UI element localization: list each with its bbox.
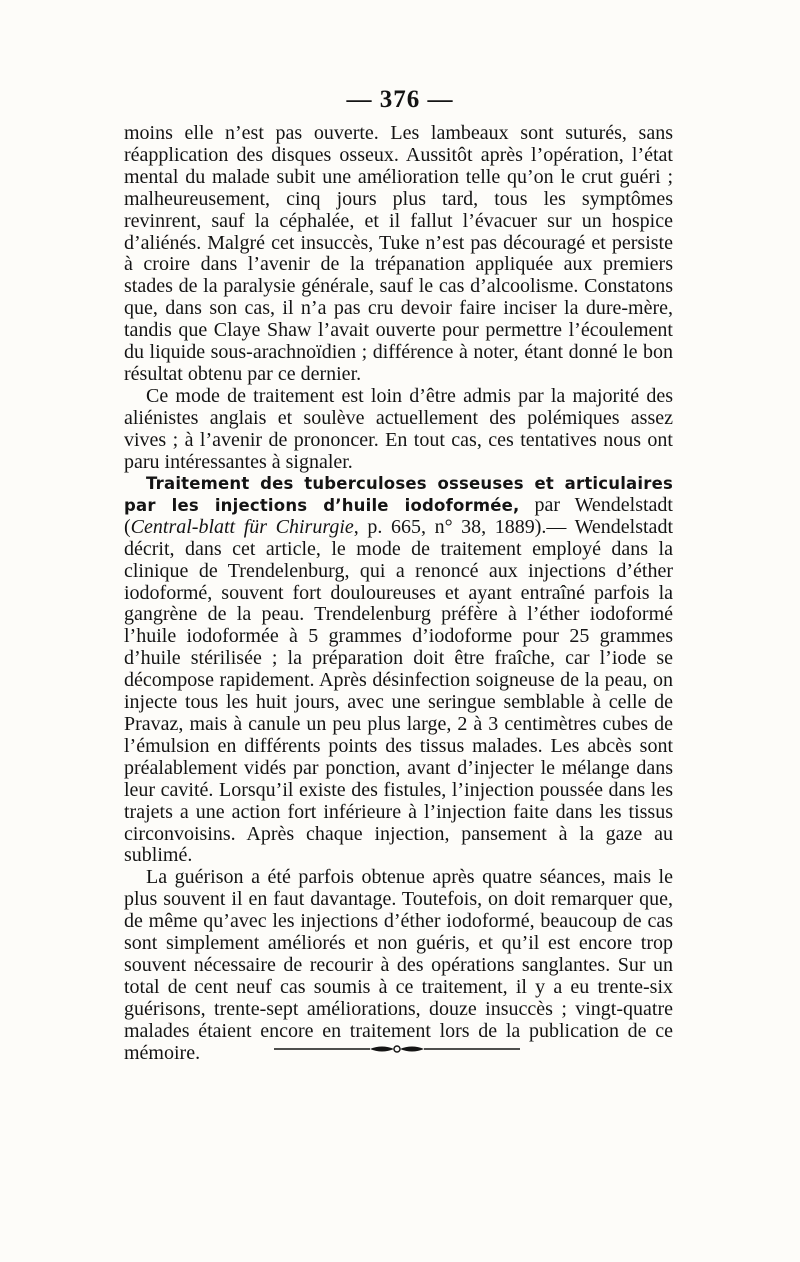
results-paragraph: La guérison a été parfois obtenue après quatre séances, mais le plus souvent il en faut davantage. Toutefois, on doit remarquer que, de même qu’avec les injections d’éther iodoformé, beaucoup de cas sont simplement améliorés et non guéris, et qu’il est encore trop souvent nécessaire de recourir à des opérations sanglantes. Sur un total de cent neuf cas soumis à ce traitement, il y a eu trente-six guérisons, trente-sept améliorations, douze insuccès ; vingt-quatre malades étaient encore en traitement lors de la publication de ce mémoire. xyxy=(124,866,673,1064)
ornamental-rule xyxy=(274,1042,520,1056)
ornament-icon xyxy=(274,1042,520,1056)
tuberculosis-section xyxy=(124,473,673,1064)
journal-citation: , p. 665, n° 38, 1889). xyxy=(353,515,547,538)
paragraph-continuation: moins elle n’est pas ouverte. Les lambeaux sont suturés, sans réapplication des disques osseux. Aussitôt après l’opération, l’état mental du malade subit une amélioration telle qu’on le crut guéri ; malheureusement, cinq jours plus tard, tous les symptômes revinrent, sauf la céphalée, et il fallut l’évacuer sur un hospice d’aliénés. Malgré cet insuccès, Tuke n’est pas découragé et persiste à croire dans l’avenir de la trépanation appliquée aux premiers stades de la paralysie générale, sauf le cas d’alcoolisme. Constatons que, dans son cas, il n’a pas cru devoir faire inciser la dure-mère, tandis que Claye Shaw l’avait ouverte pour permettre l’écoulement du liquide sous-arachnoïdien ; différence à noter, étant donné le bon résultat obtenu par ce dernier. xyxy=(124,122,673,385)
article-body: — Wendelstadt décrit, dans cet article, le mode de traitement employé dans la clinique de Trendelenburg, qui a renoncé aux injections d’éther iodoformé, souvent fort douloureuses et ayant entraîné parfois la gangrène de la peau. Trendelenburg préfère à l’éther iodoformé l’huile iodoformée à 5 grammes d’iodoforme pour 25 grammes d’huile stérilisée ; la préparation doit être fraîche, car l’iode se décompose rapidement. Après désinfection soigneuse de la peau, on injecte tous les huit jours, avec une seringue semblable à celle de Pravaz, mais à canule un peu plus large, 2 à 3 centimètres cubes de l’émulsion en différents points des tissus malades. Les abcès sont préalablement vidés par ponction, avant d’injecter le mélange dans leur cavité. Lorsqu’il existe des fistules, l’injection poussée dans les trajets a une action fort inférieure à l’injection faite dans les tissus circonvoisins. Après chaque injection, pansement à la gaze au sublimé. xyxy=(124,515,673,867)
paragraph-conclusion: Ce mode de traitement est loin d’être admis par la majorité des aliénistes anglais et soulève actuellement des polémiques assez vives ; à l’avenir de prononcer. En tout cas, ces tentatives nous ont paru intéressantes à signaler. xyxy=(124,384,673,473)
article-author: par Wendelstadt ( xyxy=(124,493,673,538)
article-paragraph xyxy=(124,473,673,867)
page-number: — 376 — xyxy=(346,86,454,113)
journal-title: Central-blatt für Chirurgie xyxy=(130,515,354,538)
article-heading: Traitement des tuberculoses osseuses et articulaires par les injections d’huile iodoformée, xyxy=(124,474,673,515)
trepanation-section xyxy=(124,123,673,474)
